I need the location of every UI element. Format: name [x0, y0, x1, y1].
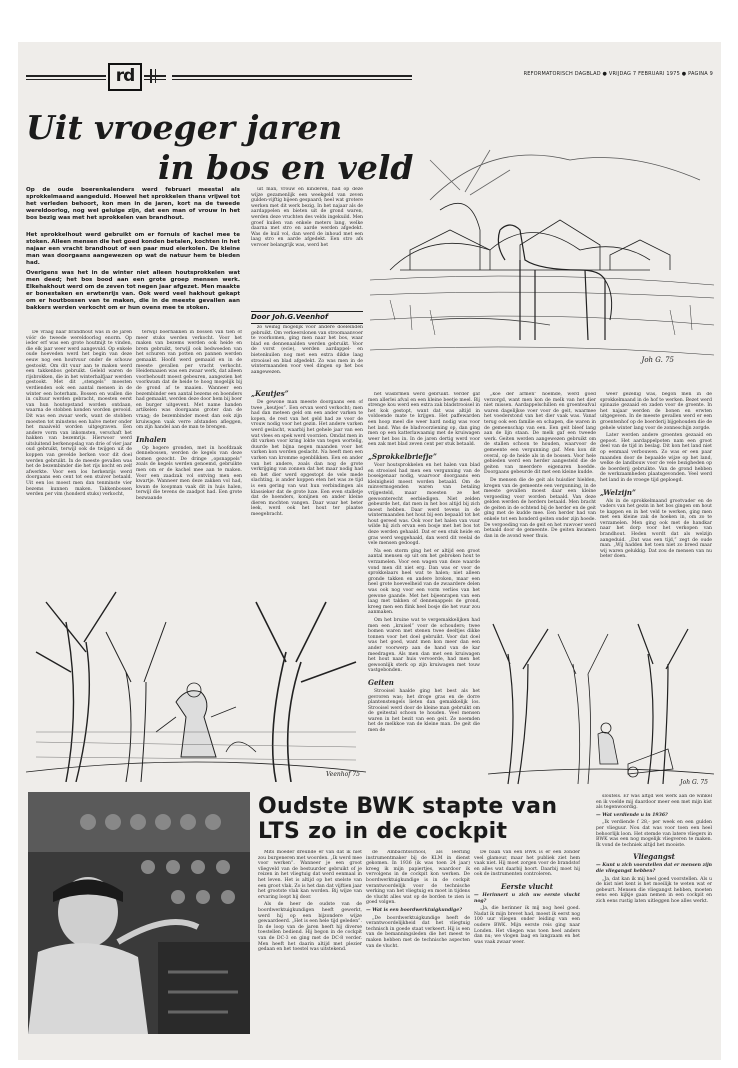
body-paragraph: Op hogere gronden, met in hoofdzaak dennebossen, werden de kegels van deze bomen gezocht. De dringe „opsnappels” zoals de kegels werden genoemd, gebruikte men om er de kachel mee aan te maken. Voor een zaadzak vol ontving men een kwartje. Wanneer men deze zakken vol had, kwam de koopman vaak dit in huis halen, terwijl die tevens de zaadpot had. Een grote bezwaande [136, 445, 242, 502]
subheading: „Keutjes” [251, 389, 289, 398]
body-paragraph: „koe der armen” noemde, werd goed verzorgd, want men kon de melk van het dier niet missen. Aardappelschillen en groenteafval waren dagelijkse voer voor de geit, waarmee het voederstond van het dier vaak was. Vanaf terug ook een familie en schapen, die waren in de gemeenschap van een. Een geit bleef lang aan de lijn staan. De melk gaf een tweede werk. Geiten werden aangewezen gebruikt om de stallen schoon te houden, waarvoor de gemeente een vergunning gaf. Men kon dit overal, op de heide als in de bossen. Voor hele gebieden werd een herder aangesteld die de geiten van meerdere eigenaren hoedde. Doorgaans gebeurde dit met een kleine kudde. [484, 392, 596, 476]
article-column [600, 392, 712, 612]
cross-mark-icon [144, 69, 166, 83]
body-paragraph: Als de heer de oudste van de boordwerktuigkundigen heeft gewerkt, werd hij op een bijzondere wijze gewaardeerd. „Het is een hele tijd geleden”. In de loop van de jaren heeft hij diverse toestellen bediend. Hij begon in de cockpit van de DC-3 en ging met de DC-8 verder. Men heeft het daarin altijd met plezier gedaan en het toestel was uitstekend. [258, 902, 362, 953]
article-column [596, 794, 712, 1040]
body-paragraph: het wasbrmen werd gebruikt. Verder gaf men allerlei afval en een kleine beetje meel. Bij strenge kou werd een extra zak bladstrooisel in het kok gestopt, want dat was altijd in voldoende mate te krijgen. Het paffewarden een hoop meel die weer hard nodig was voor het land. Was de bladvoorziening op, dan ging men op een katterlawaamig met de kruiwagen weer het bos in. In de jaren dertig werd voor een zak met blad zeven cent per stuk betaald. [368, 392, 480, 448]
woodcutter-drawing [26, 582, 366, 782]
body-paragraph: De mensen die de geit als huisdier hielden, kregen van de gemeente een vergunning, in de meeste gevallen moest daar een kleine vergoeding voor worden betaald. Van deze gelden werden de herders betaald. Men bracht de geiten in de ochtend bij de herder en de geit ging met de kudde mee. Een herder had van enkele tot een honderd geiten onder zijn hoede. De vergoeding van de geit en het ruwvoer werd betaald door de gemeente. De geiten kwamen dan in de avond weer thuis. [484, 477, 596, 539]
article-headline-line1: Uit vroeger jaren [26, 108, 343, 147]
article-column [368, 392, 480, 792]
masthead-rule [26, 75, 106, 77]
subheading: Geiten [368, 677, 394, 687]
body-paragraph: Na een storm ging het er altijd een groot aantal mensen op uit om het gebroken hout te verzamelen. Voor een wagen van deze waarde vond men dit niet erg. Dan was er voor de sprokkelaars heel wat te halen; niet alleen gronde takken en andere broken, maar een heel grote hoeveelheid van de zwaardere delen was ook nog voor een vorm verlies van het gewone gaande. Met het bijeenrapen van een laag met takken of dennenappels de grond, kreeg men een flink heel bosje die het vuur zou aanmaken. [368, 548, 480, 616]
article-headline: Oudste BWK stapte van LTS zo in de cockpit [258, 794, 558, 844]
article-column [251, 187, 363, 309]
body-paragraph: Voor houtsprokkelen en het halen van blad en strooisel had men een vergunning van de boseigenaar nodig, waarvoor doorgaans een kleinigheid moest worden betaald. Om de minvermogenden waren van betaling vrijgesteld, maar moesten ze het gewoonterecht eerbiedigen. Niet zelden gebeurde het, dat men in het bos altijd bij zich moest hebben. Daar werd tevens in de wintermaanden het hout bij een bepaald tot het hout gereed was. Ook voor het halen van vuur wilde hij zich ervan een bosje met het bos tot deze werden gehaald. Dat er een stuk heide en gras werd weggehaald, dan werd dit veelal de vele mensen gedoogd. [368, 462, 480, 547]
body-paragraph: „Ja, dat kan ik mij heel goed voorstellen. Als u de kist niet kent is het moeilijk te weten wat er gebeurt. Mensen die vliegangst hebben, moeten eens een kijkje gaan nemen in een cockpit en zich eens rustig laten uitleggen hoe alles werkt. [596, 876, 712, 904]
subheading: Vliegangst [633, 852, 675, 862]
article-intro: Op de oude boerenkalenders werd februari meestal als sprokkelmaand aangeduid. Hoewel het sprokkelen thans vrijwel tot het verleden behoort, kon men in de jaren, kort na de tweede wereldoorlog, nog wel geluige zijn, dat een man of vrouw in het bos bezig was met het sprokkelen van brandhout. [26, 187, 240, 221]
body-paragraph: weer gezellig was, begon men in de sprokkelmaand in de hof te werken. Bezet werd spinazie gezaaid en zaden voor de groente. In het najaar werden de bonen en erwten uitgegeven. In de meeste gevallen werd er een groentenhof op de boerderij bijgehouden die de gehele winter lang voor de zonneschijn zorgde. [600, 392, 712, 431]
artist-signature: Joh G. 75 [641, 356, 674, 364]
body-paragraph: Om het bruine wat te vergemakkelijken had men een „kruisel” voor de schouders; twee bomen waren met stenen twee deeltjes dikke tonnen voor het doel gebruikt. Voor dat doel was het goed, want men kon meer dan een ander voorwerp aan de hand van de kar meedragen. Als men dan met een kruiwagen het hout naar huis vervoerde, had men het gewoonlijk sterk op zijn kruiwagen met touw vastgebonden. [368, 617, 480, 674]
body-paragraph: terwijl boerhakken in bossen van tien of meer stuks werden verkocht. Voor het maken van bezems werden ook heide en brem gebruikt, terwijl ook bedwoeden van het schuren van potten en pannen werden gemaakt. Hoofd werd gemaaid en in de meeste gevallen per vracht verkocht. Heidemaaien was een zwaar werk, dat alleen voorbehoudt moest gebeuren, aangezien het voorkwam dat de heide te hoog mogelijk bij de grond af te maaien. Wanneer een bezembinder een aantal bezems en boenders had gemaakt, werden deze door hem bij boer en burger uitgevent. Met name handen artikelen was doorgaans groter dan de vraag; de bezembinder moest dan ook zijn kruiwagen vaak verre afstanden afleggen, om zijn handel aan de man te brengen. [136, 330, 242, 431]
gatherer-drawing [488, 614, 714, 790]
subheading: „Welzijn” [600, 487, 636, 497]
masthead-rule [172, 79, 412, 80]
interview-question: — Kunt u zich voorstellen dat er mensen zijn die vliegangst hebben? [596, 863, 712, 874]
masthead-rule [172, 75, 412, 77]
subheading: Eerste vlucht [501, 881, 553, 891]
body-paragraph: Later werden andere groenten gezaaid en gepoot. Het aardappelpoten nam een groot deel van de tijd in beslag. Dit kon het land niet op eenmaal verbouwen. Zo was er een paar maanden door de bepaalde wijze op het land, welke de landbouw voor de vele bezigheden op de boerderij gebruikte. Van de grond hebben de werkzaamheden plaatsgevonden. Veel werd het land in de vroege tijd geploegd. [600, 433, 712, 483]
body-paragraph: De baan van een BWK is er een zonder veel glamour, maar het publiek ziet hem vaak niet. Hij moet zorgen voor de brandstof en alles wat daarbij hoort. Daarbij moet hij ook de instrumenten controleren. [474, 850, 580, 878]
body-paragraph: uit man, vrouw en kinderen, had op deze wijze gezamenlijk een weekgeld van zeven gulden-vijftig bijeen gespaard; heel wat grotere werken met dit werk bezig. In het najaar als de aardappelen en bieten uit de grond waren, werden deze vruchten des velds ingekuild. Men groef kuilen van enkele meters lang, welke daarna met stro en aarde werden afgedekt. Was de kuil vol, dan werd de inhoud met een laag stro en aarde afgedekt. Een stro afs vervoer belangrijk was, werd het [251, 187, 363, 248]
body-paragraph: Als in de sprokkelmaand grootvader en de vaders van het gezin in het bos gingen om hout te kappen en in het veld te werken, ging men met een kleine zak de hoeken in, om zo te verzamelen. Men ging ook met de handkar naar het dorp voor het verkopen van brandhout. Heden wordt dat als welzijn aangeduid. „Dat was een tijd,” zegt de oude man. „Wij hadden het toen niet zo breed maar wij waren gelukkig. Dat zou de mensen van nu beter doen. [600, 498, 712, 560]
body-paragraph: de Ambachtsschool, als leerling instrumentmaker bij de KLM in dienst gekomen. In 1936 (ik was toen 24 jaar) kreeg ik mijn papiertjes, waardoor ik vervolgens in de cockpit kon werken. De boordwerktuigkundige is in de cockpit verantwoordelijk voor de technische werking van het vliegtuig en moet in tijdens de vlucht alles wat op de borden te zien is goed volgen. [366, 850, 470, 906]
byline: Door Joh.G.Veenhof [251, 311, 363, 324]
interview-question: — Herinnert u zich uw eerste vlucht nog? [474, 892, 580, 904]
farm-horse-drawing [370, 120, 714, 382]
interview-question: — Wat verdiende u in 1936? [596, 812, 668, 818]
article-column [251, 325, 363, 385]
article-column [136, 330, 242, 580]
interview-question: — Wat is een boordwerktuigkundige? [366, 907, 462, 913]
article-column [26, 330, 132, 580]
body-paragraph: Mits moeder dreunde er van dat ik niet zou burgeneren met woorden. „Ik werd mee voor werken”. Wanneer je een groot vliegveld van de bestuurder gebruikt of je reizen in het vliegtuig dat werd eenmaal in het leven. Het is altijd op het snelste van een groot vlak. Zo is het dan dat vijftien jaar het grootste vlak kan worden. Bij wijze van ervaring loopt hij door. [258, 850, 362, 900]
newspaper-page [18, 42, 721, 1060]
article-column [258, 850, 362, 1040]
masthead-rule [26, 79, 106, 80]
article-column [474, 850, 580, 1040]
body-paragraph: zo weinig mogelijk voor andere doeleinden gebruikt. Om verkeerslonen van stroomaanvoer te voorkomen, ging men naar het bos, waar blad en dennenaalden werden gebruikt. Voor de vorst (ecie), werden aardappel- en bietenkuilen nog met een extra dikke laag strooisel en blad afgedekt. Zo was men in de wintermaanden voor veel dingen op het bos aangewezen. [251, 325, 363, 375]
rd-logo: rd [108, 63, 142, 91]
artist-signature: Veenhof 75 [326, 771, 360, 778]
body-paragraph: Strooisel haalde ging het best als het gevroren was; het droge gras en de dorre plantenstengels lieten dan gemakkelijk los. Strooisel werd door de kleine man gebruikt om de geitestal schoon te houden. Veel mensen waren in het bezit van een geit. Ze noemden het de melkkoe van de kleine man. De geit die men de [368, 688, 480, 734]
body-paragraph: De vraag naar brandhout was in de jaren vóór de tweede wereldoorlog enorm. Op ieder erf was een grote houtmijt te vinden, die elk jaar weer werd aangevuld. Op enkele oude hoeveden werd het begin van deze eeuw nog een houtvuur onder de schouw gestookt. Om dit vuur aan te maken werd een takkenbos gebruikt. Geleld waren de rijsbrokken, die in het winterhalfjaar werden gestookt. Met dit „stengels” moesten verdienden ook een aantal mensen in de winter een boterham. Bossen en wallen die in cultuur werden gebracht, moesten eerst van hun houtopstand worden ontdaan, waarna de stobben konden worden gerooid. Dit was een zwaar werk, want de stobben moesten tot minstens een halve meter onder het maaiveld worden uitgegraven. Een andere vorm van inkomsten, verschaft het hakken van bezemrijs. Hierwoor werd uitsluitend berkenopslag van drie of vier jaar oud gebruikt, terwijl ook de twijgen uit de koppen van gevelde berken voor dit doel werden gebruikt. In de meeste gevallen was het de bezembinder die het rijs kocht en zelf afwerkte. Voor een los herkenrijs werd doorgaans een cent tot een stuiver betaald. Uit een los moest men dan tenminste vier bezems kunnen maken. Takkenbossen werden per vim (honderd stuks) verkocht, [26, 330, 132, 498]
article-column [251, 385, 363, 580]
masthead [26, 66, 713, 86]
body-paragraph: De gewone man meeste doorgaans een of twee „keutjes”. Een ervan werd verkocht; men had dan meteen geld om een ander varken te kopen, de rest van het geld had ze voor de vrouw nodig voor het gezin. Het andere varken werd geslacht, waarbij het gehele jaar van een wat vlees en spek werd voorzien. Omdat men in dit varken voor kring lokte van tegen wortelig, duurde het bijna negen maanden voor het varken kon worden geslacht. Na heeft men een varken van kromme ogenblikken. Een en ander van het andere, zoals dan nog de grote verkrijging van zonnen dat het maar nodig had en het dier werd opgestopt de vele mede slachting, is ander koppen eten het was ze tijd is een gering van wat hun verbindingen als klassieker dat de grote luxe. Een even stalletje dat de hoenders, konijnen en ander kleine dieren mochten vangen. Daar waar het beter leek, werd ook het hout ter plaatse meegebracht. [251, 400, 363, 517]
subheading: „Sprokkelbriefje” [368, 451, 437, 461]
body-paragraph: „De boordwerktuigkundige heeft de verantwoordelijkheid dat het vliegtuig technisch in goede staat verkeert. Hij is een van de bemanningsleden die het meest te maken hebben met de technische aspecten van de vlucht. [366, 915, 470, 949]
body-paragraph: „Ja, die herinner ik mij nog heel goed. Nadat ik mijn brevet had, moest ik eerst nog 100 uur vliegen onder leiding van een oudere BWK. Mijn eerste reis ging naar Londen. Het vliegen was toen heel anders dan nu; we vlogen laag en langzaam en het was vaak zwaar weer. [474, 906, 580, 945]
article-column [484, 392, 596, 612]
body-paragraph: sloutels. Er was altijd wel werk aan de winkel en ik voelde mij daardoor meer een met mijn kist als tegenwoordig. [596, 794, 712, 811]
artist-signature: Joh G. 75 [680, 779, 708, 786]
article-intro: Overigens was het in de winter niet alleen houtsprokkelen wat men deed; het bos bood aan een grote groep mensen werk. Elkehakhout werd om de zeven tot negen jaar afgezet. Men maakte er bonestaken en erwtenrijs van. Ook werd veel hakhout gekapt om er houtbossen van te maken, die in de meeste gevallen aan bakkers werden verkocht om er hun ovens mee te stoken. [26, 270, 240, 311]
cockpit-photo [28, 792, 250, 1034]
article-headline-line2: in bos en veld [158, 148, 414, 187]
subheading: Inhalen [136, 434, 167, 444]
article-column [366, 850, 470, 1040]
body-paragraph: „Ik verdiende f 28,- per week en een gulden per vlieguur. Nou dat was voor toen een heel behoorlijk loon. Het stemde van latere vliegers in BWK was een nog mogelijk vliegveren te maken. Ik vond de techniek altijd het mooiste. [596, 820, 712, 848]
paper-date-info: REFORMATORISCH DAGBLAD ● VRIJDAG 7 FEBRUARI 1975 ● PAGINA 9 [523, 71, 713, 77]
article-intro: Het sprokkelhout werd gebruikt om er fornuis of kachel mee te stoken. Alleen mensen die het goed konden betalen, kochten in het najaar een vracht brandhout of een paar mud eierkolen. De kleine man was doorgaans aangewezen op wat de natuur hem te bieden had. [26, 232, 240, 266]
